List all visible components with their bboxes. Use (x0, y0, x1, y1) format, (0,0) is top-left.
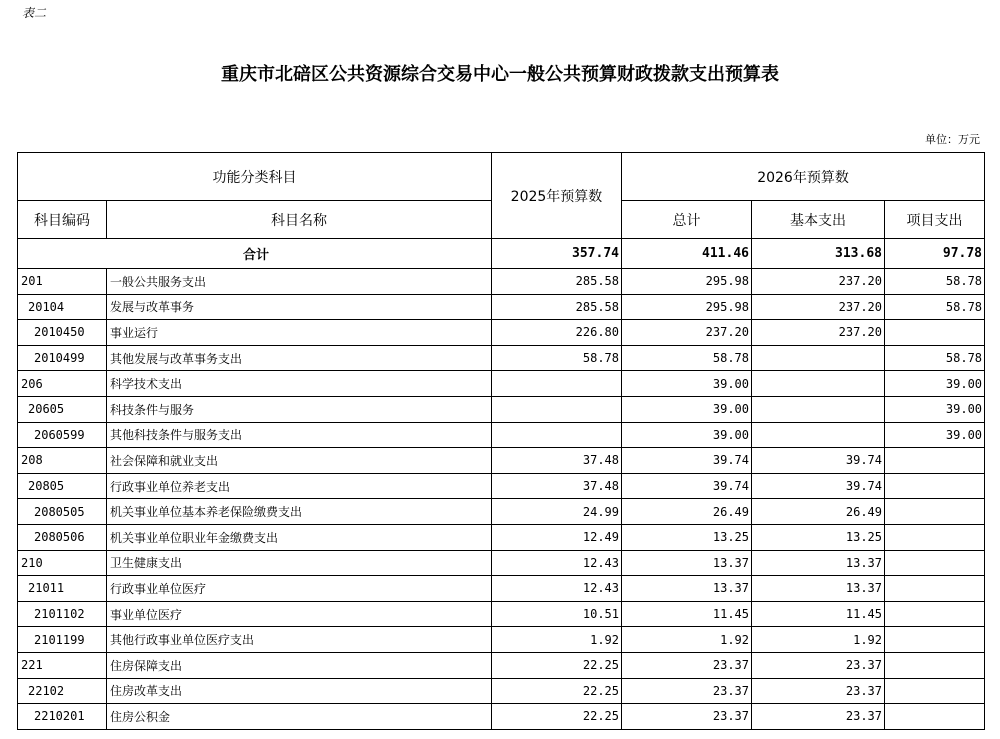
row-code: 20605 (18, 396, 107, 422)
row-name: 行政事业单位养老支出 (107, 473, 492, 499)
row-code: 2080505 (18, 499, 107, 525)
row-code: 2010499 (18, 345, 107, 371)
row-2026-project: 39.00 (885, 396, 985, 422)
table-row (18, 473, 985, 499)
row-2026-total: 58.78 (622, 345, 752, 371)
row-2026-project (885, 550, 985, 576)
row-2026-total: 39.74 (622, 473, 752, 499)
row-2026-total: 13.37 (622, 576, 752, 602)
row-name: 其他发展与改革事务支出 (107, 345, 492, 371)
row-code: 2210201 (18, 704, 107, 730)
row-2026-total: 1.92 (622, 627, 752, 653)
row-budget-2025: 12.43 (492, 550, 622, 576)
table-row (18, 448, 985, 474)
table-row (18, 627, 985, 653)
table-row (18, 704, 985, 730)
row-name: 机关事业单位基本养老保险缴费支出 (107, 499, 492, 525)
row-budget-2025: 24.99 (492, 499, 622, 525)
row-2026-project: 58.78 (885, 345, 985, 371)
row-2026-total: 26.49 (622, 499, 752, 525)
row-name: 事业单位医疗 (107, 601, 492, 627)
table-row (18, 269, 985, 295)
row-2026-basic (752, 396, 885, 422)
header-code: 科目编码 (18, 201, 107, 239)
row-budget-2025: 226.80 (492, 320, 622, 346)
row-2026-project: 39.00 (885, 371, 985, 397)
row-2026-project (885, 473, 985, 499)
row-budget-2025: 285.58 (492, 269, 622, 295)
row-budget-2025 (492, 422, 622, 448)
row-2026-project (885, 524, 985, 550)
row-2026-project (885, 576, 985, 602)
row-2026-total: 39.00 (622, 422, 752, 448)
row-name: 卫生健康支出 (107, 550, 492, 576)
table-row (18, 499, 985, 525)
total-row (18, 239, 985, 269)
table-row (18, 320, 985, 346)
table-row (18, 652, 985, 678)
table-row (18, 550, 985, 576)
row-2026-project (885, 499, 985, 525)
row-2026-total: 295.98 (622, 269, 752, 295)
row-code: 21011 (18, 576, 107, 602)
header-function-class: 功能分类科目 (18, 153, 492, 201)
budget-table (17, 152, 985, 730)
header-budget-2026: 2026年预算数 (622, 153, 985, 201)
row-budget-2025: 58.78 (492, 345, 622, 371)
row-2026-total: 13.37 (622, 550, 752, 576)
row-budget-2025 (492, 371, 622, 397)
row-2026-project (885, 601, 985, 627)
row-code: 2080506 (18, 524, 107, 550)
row-2026-total: 23.37 (622, 678, 752, 704)
row-2026-total: 23.37 (622, 704, 752, 730)
row-name: 科技条件与服务 (107, 396, 492, 422)
table-row (18, 345, 985, 371)
row-2026-project: 58.78 (885, 294, 985, 320)
row-code: 20104 (18, 294, 107, 320)
row-code: 206 (18, 371, 107, 397)
row-budget-2025: 1.92 (492, 627, 622, 653)
row-code: 2060599 (18, 422, 107, 448)
table-body (18, 239, 985, 730)
row-code: 2101199 (18, 627, 107, 653)
row-code: 201 (18, 269, 107, 295)
row-2026-basic: 26.49 (752, 499, 885, 525)
row-2026-total: 237.20 (622, 320, 752, 346)
row-name: 事业运行 (107, 320, 492, 346)
row-2026-basic (752, 345, 885, 371)
row-budget-2025: 22.25 (492, 652, 622, 678)
row-2026-project (885, 678, 985, 704)
total-2025: 357.74 (492, 239, 622, 269)
row-budget-2025: 37.48 (492, 473, 622, 499)
row-2026-total: 11.45 (622, 601, 752, 627)
row-budget-2025: 22.25 (492, 704, 622, 730)
row-2026-basic: 11.45 (752, 601, 885, 627)
table-row (18, 601, 985, 627)
row-2026-basic (752, 422, 885, 448)
row-budget-2025: 12.49 (492, 524, 622, 550)
row-budget-2025: 10.51 (492, 601, 622, 627)
row-2026-total: 39.74 (622, 448, 752, 474)
table-row (18, 422, 985, 448)
row-2026-project (885, 652, 985, 678)
row-2026-basic: 23.37 (752, 652, 885, 678)
row-name: 其他科技条件与服务支出 (107, 422, 492, 448)
row-name: 科学技术支出 (107, 371, 492, 397)
table-row (18, 371, 985, 397)
row-2026-total: 39.00 (622, 371, 752, 397)
header-total: 总计 (622, 201, 752, 239)
row-name: 社会保障和就业支出 (107, 448, 492, 474)
row-2026-total: 13.25 (622, 524, 752, 550)
row-2026-project (885, 320, 985, 346)
table-row (18, 524, 985, 550)
row-2026-basic: 39.74 (752, 473, 885, 499)
row-2026-total: 23.37 (622, 652, 752, 678)
row-name: 行政事业单位医疗 (107, 576, 492, 602)
total-2026-total: 411.46 (622, 239, 752, 269)
table-row (18, 678, 985, 704)
row-2026-project (885, 448, 985, 474)
row-budget-2025: 12.43 (492, 576, 622, 602)
row-name: 一般公共服务支出 (107, 269, 492, 295)
row-2026-basic: 23.37 (752, 678, 885, 704)
row-budget-2025 (492, 396, 622, 422)
header-budget-2025: 2025年预算数 (492, 153, 622, 239)
row-budget-2025: 37.48 (492, 448, 622, 474)
row-2026-basic: 237.20 (752, 269, 885, 295)
row-code: 221 (18, 652, 107, 678)
row-2026-basic: 13.25 (752, 524, 885, 550)
row-budget-2025: 285.58 (492, 294, 622, 320)
row-budget-2025: 22.25 (492, 678, 622, 704)
row-name: 住房保障支出 (107, 652, 492, 678)
row-name: 住房改革支出 (107, 678, 492, 704)
row-2026-basic: 23.37 (752, 704, 885, 730)
total-2026-project: 97.78 (885, 239, 985, 269)
table-row (18, 294, 985, 320)
header-name: 科目名称 (107, 201, 492, 239)
row-code: 20805 (18, 473, 107, 499)
table-row (18, 396, 985, 422)
row-2026-basic: 1.92 (752, 627, 885, 653)
row-code: 22102 (18, 678, 107, 704)
table-row (18, 576, 985, 602)
header-project: 项目支出 (885, 201, 985, 239)
row-code: 208 (18, 448, 107, 474)
table-number-label: 表二 (22, 6, 47, 20)
row-name: 发展与改革事务 (107, 294, 492, 320)
row-name: 住房公积金 (107, 704, 492, 730)
total-2026-basic: 313.68 (752, 239, 885, 269)
row-code: 210 (18, 550, 107, 576)
row-name: 其他行政事业单位医疗支出 (107, 627, 492, 653)
row-code: 2010450 (18, 320, 107, 346)
row-code: 2101102 (18, 601, 107, 627)
row-2026-total: 295.98 (622, 294, 752, 320)
page-title: 重庆市北碚区公共资源综合交易中心一般公共预算财政拨款支出预算表 (221, 64, 779, 85)
row-2026-basic: 237.20 (752, 320, 885, 346)
header-basic: 基本支出 (752, 201, 885, 239)
row-2026-project (885, 704, 985, 730)
row-2026-project: 58.78 (885, 269, 985, 295)
row-2026-basic: 13.37 (752, 550, 885, 576)
row-2026-basic: 237.20 (752, 294, 885, 320)
row-name: 机关事业单位职业年金缴费支出 (107, 524, 492, 550)
unit-label: 单位：万元 (925, 133, 980, 146)
row-2026-basic: 13.37 (752, 576, 885, 602)
total-label: 合计 (18, 239, 492, 269)
row-2026-total: 39.00 (622, 396, 752, 422)
row-2026-project: 39.00 (885, 422, 985, 448)
row-2026-basic (752, 371, 885, 397)
row-2026-project (885, 627, 985, 653)
row-2026-basic: 39.74 (752, 448, 885, 474)
